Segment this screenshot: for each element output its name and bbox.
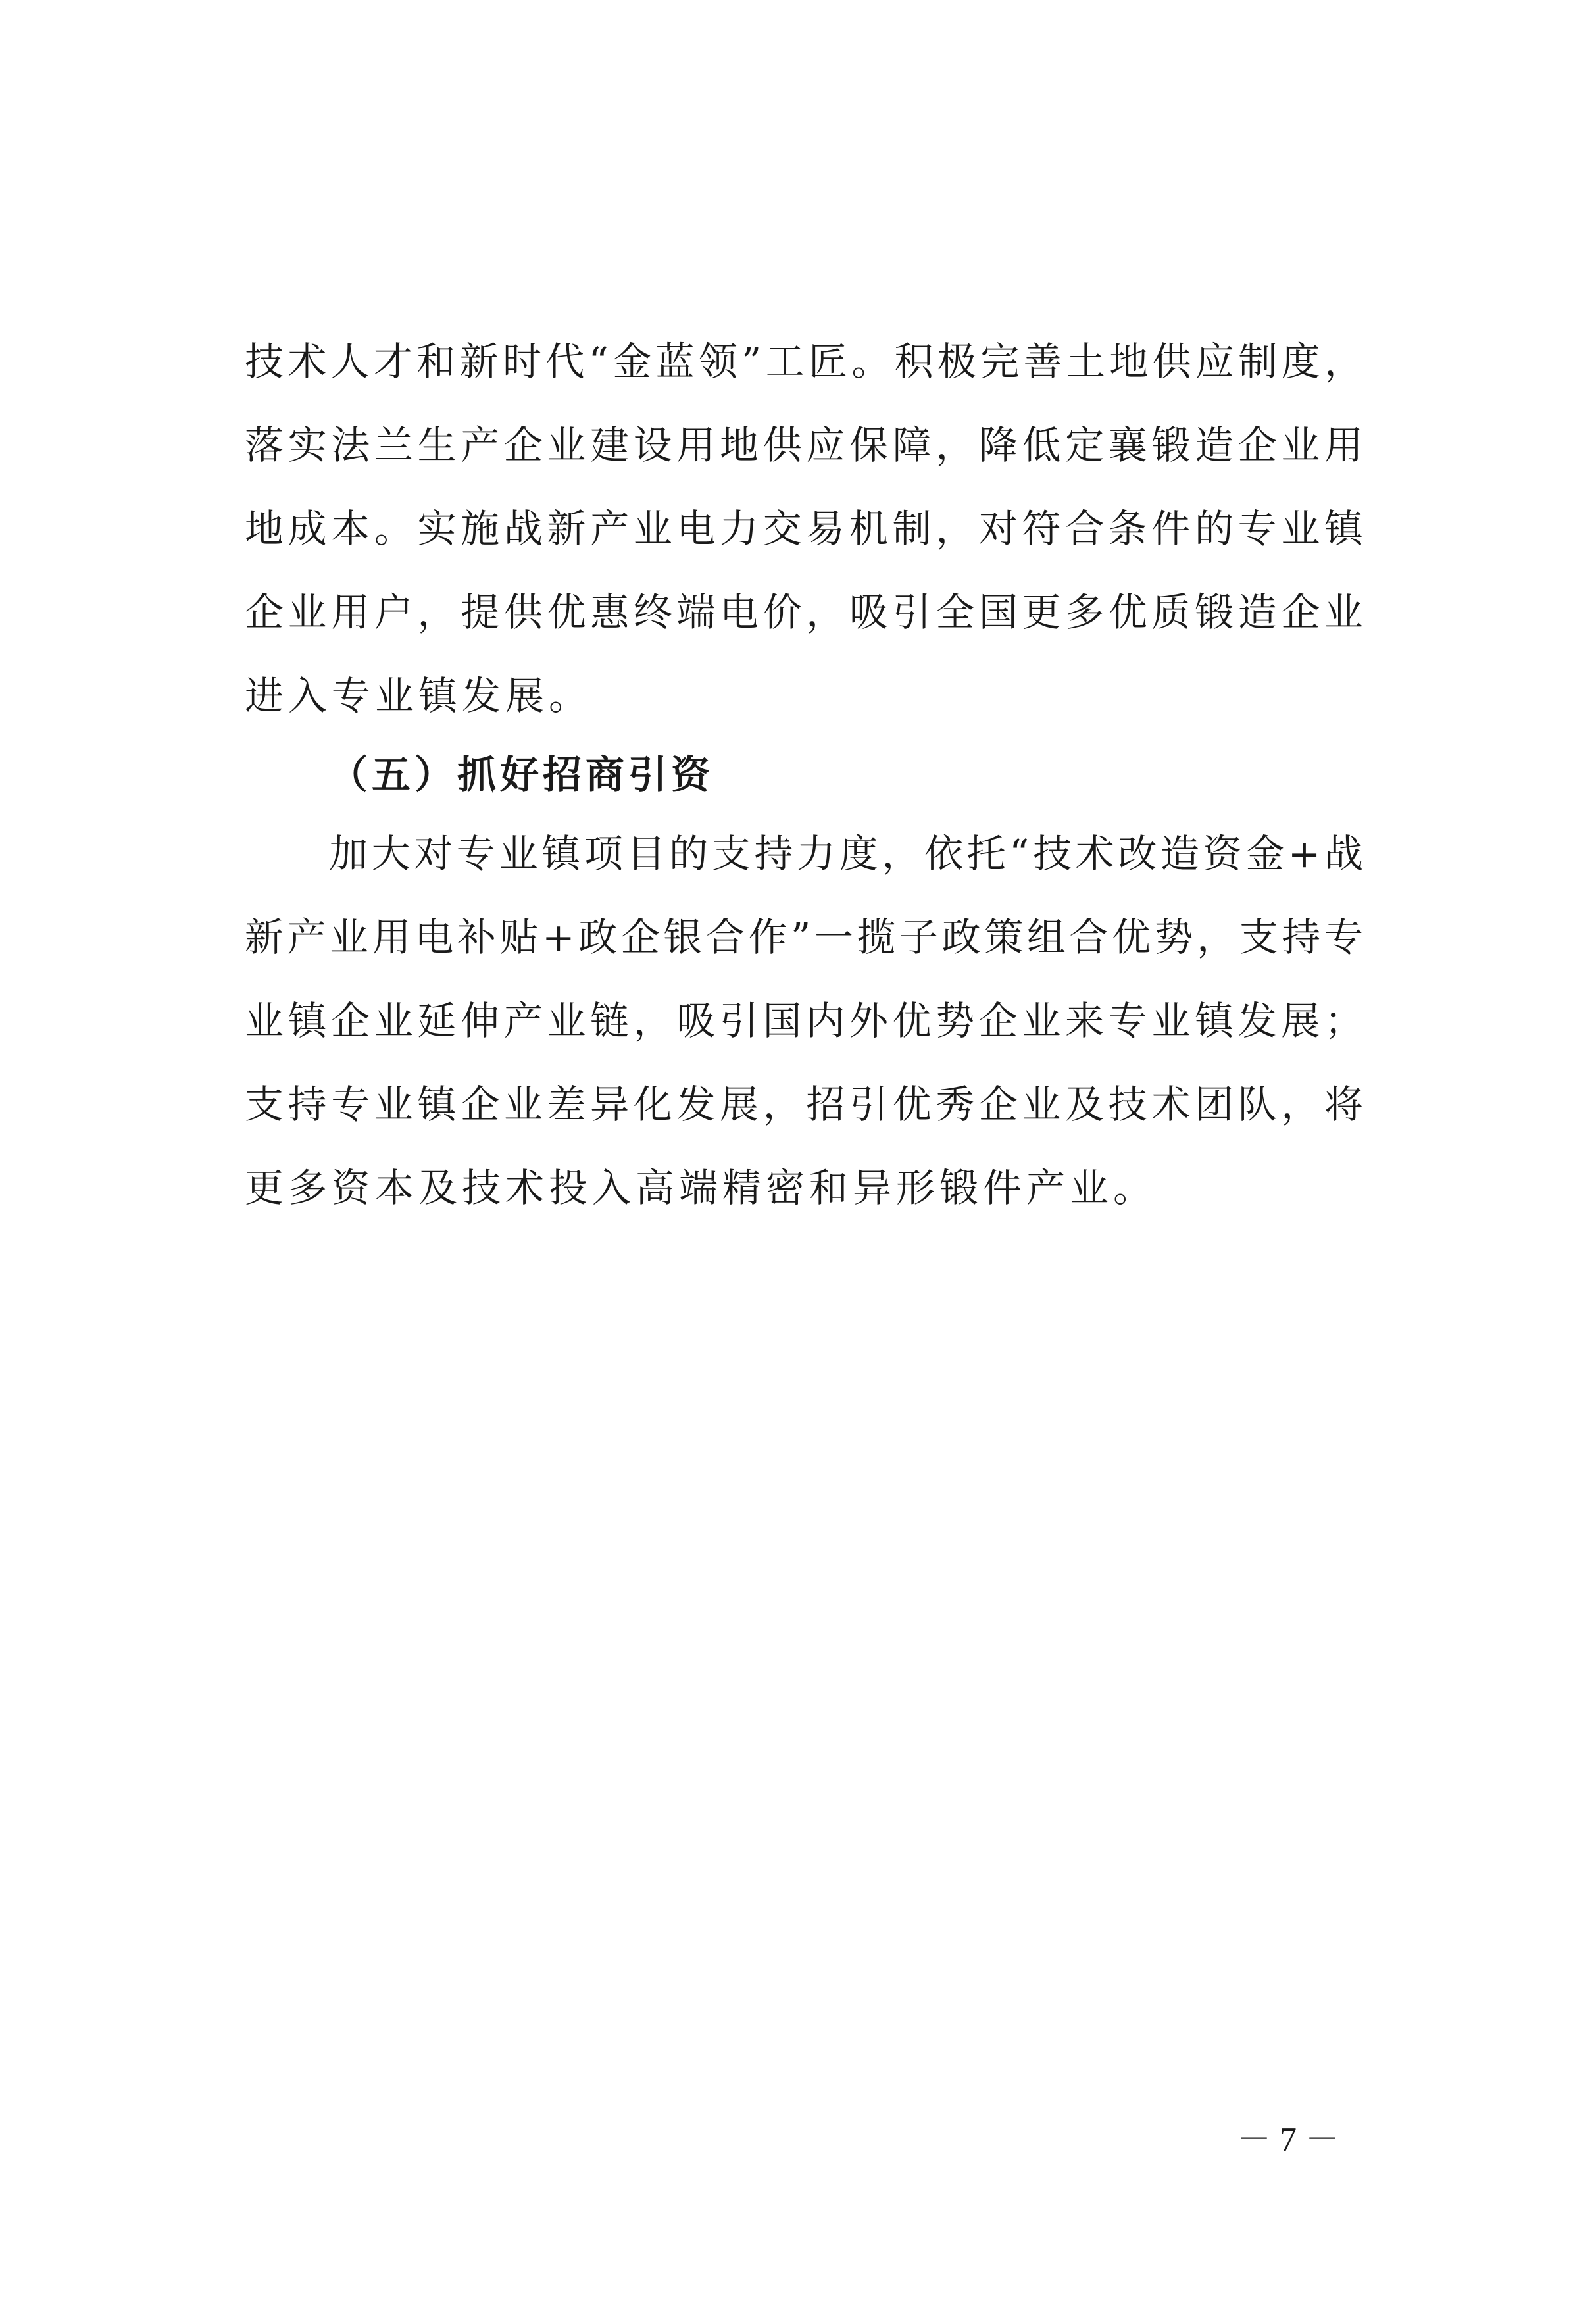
paragraph2-line-3: 业镇企业延伸产业链，吸引国内外优势企业来专业镇发展； [245,998,1363,1043]
paragraph1-line-4: 企业用户，提供优惠终端电价，吸引全国更多优质锻造企业 [245,590,1363,635]
paragraph2-line-1: 加大对专业镇项目的支持力度，依托“技术改造资金+战 [329,831,1363,876]
paragraph1-line-3: 地成本。实施战新产业电力交易机制，对符合条件的专业镇 [245,506,1363,551]
paragraph1-line-5: 进入专业镇发展。 [245,673,593,718]
paragraph2-line-4: 支持专业镇企业差异化发展，招引优秀企业及技术团队，将 [245,1082,1363,1127]
paragraph2-line-2: 新产业用电补贴+政企银合作”一揽子政策组合优势，支持专 [245,915,1363,960]
paragraph1-line-2: 落实法兰生产企业建设用地供应保障，降低定襄锻造企业用 [245,422,1363,468]
paragraph2-line-5: 更多资本及技术投入高端精密和异形锻件产业。 [245,1165,1157,1211]
section-heading: （五）抓好招商引资 [329,752,714,797]
page-number: － 7 － [1237,2121,1340,2159]
paragraph1-line-1: 技术人才和新时代“金蓝领”工匠。积极完善土地供应制度， [245,339,1363,384]
